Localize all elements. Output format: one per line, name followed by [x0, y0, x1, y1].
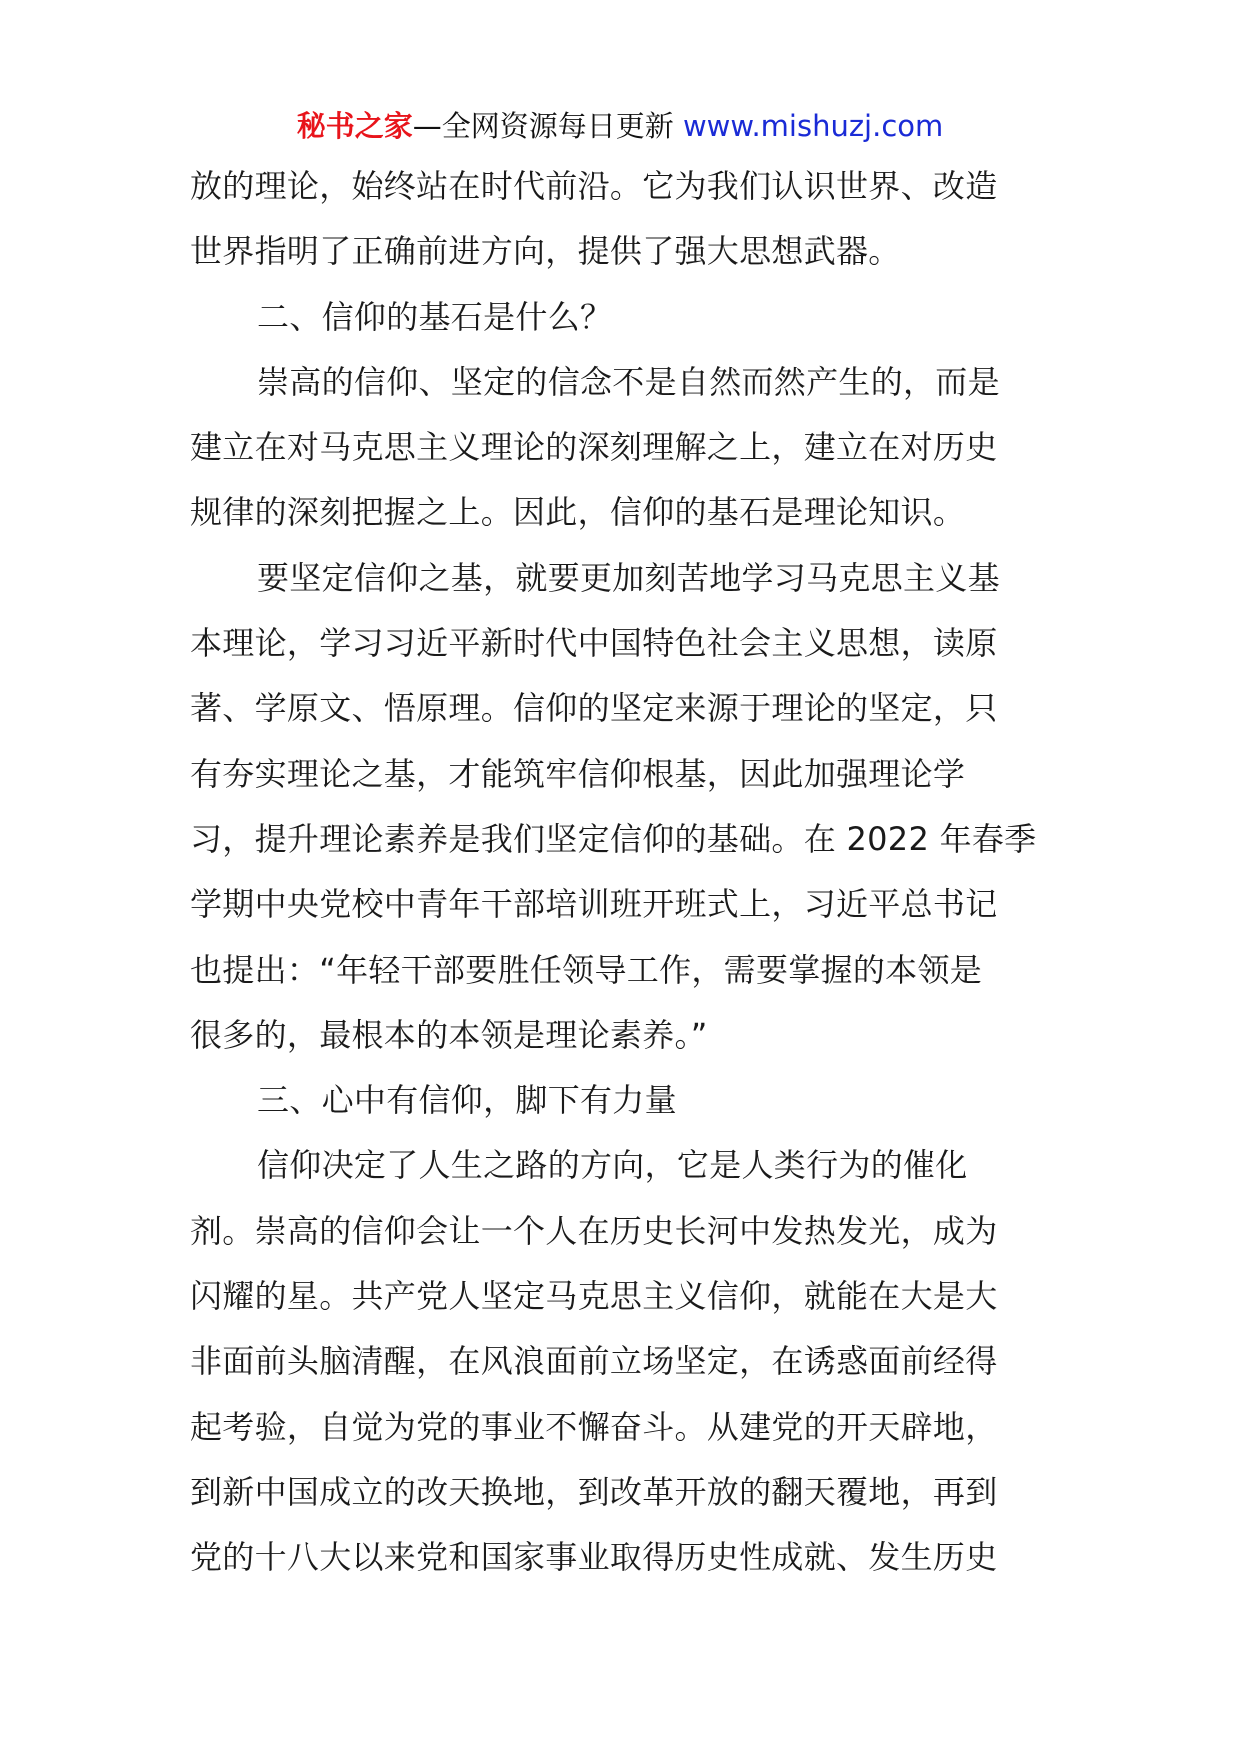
text-line: 起考验，自觉为党的事业不懈奋斗。从建党的开天辟地，: [190, 1407, 998, 1446]
text-line: 闪耀的星。共产党人坚定马克思主义信仰，就能在大是大: [190, 1277, 998, 1316]
text-line: 信仰决定了人生之路的方向，它是人类行为的催化: [257, 1146, 968, 1185]
text-line: 也提出：“年轻干部要胜任领导工作，需要掌握的本领是: [190, 950, 983, 989]
site-tagline: —全网资源每日更新: [412, 109, 683, 143]
text-line: 非面前头脑清醒，在风浪面前立场坚定，在诱惑面前经得: [190, 1342, 998, 1381]
text-line: 放的理论，始终站在时代前沿。它为我们认识世界、改造: [190, 167, 998, 205]
text-line: 党的十八大以来党和国家事业取得历史性成就、发生历史: [190, 1538, 998, 1577]
text-line: 剂。崇高的信仰会让一个人在历史长河中发热发光，成为: [190, 1211, 998, 1250]
text-line: 著、学原文、悟原理。信仰的坚定来源于理论的坚定，只: [190, 689, 998, 728]
text-line: 世界指明了正确前进方向，提供了强大思想武器。: [190, 232, 901, 271]
text-line: 有夯实理论之基，才能筑牢信仰根基，因此加强理论学: [190, 754, 966, 793]
text-line: 本理论，学习习近平新时代中国特色社会主义思想，读原: [190, 624, 998, 663]
text-line: 规律的深刻把握之上。因此，信仰的基石是理论知识。: [190, 493, 966, 532]
text-line: 到新中国成立的改天换地，到改革开放的翻天覆地，再到: [190, 1472, 998, 1511]
text-line: 崇高的信仰、坚定的信念不是自然而然产生的，而是: [257, 362, 1000, 401]
text-line: 习，提升理论素养是我们坚定信仰的基础。在 2022 年春季: [190, 819, 1037, 858]
text-line: 学期中央党校中青年干部培训班开班式上，习近平总书记: [190, 885, 998, 924]
document-body: [190, 163, 1056, 1600]
text-line: 建立在对马克思主义理论的深刻理解之上，建立在对历史: [190, 428, 998, 467]
text-line: 要坚定信仰之基，就要更加刻苦地学习马克思主义基: [257, 558, 1000, 597]
text-line: 很多的，最根本的本领是理论素养。”: [190, 1015, 708, 1054]
section-heading: 二、信仰的基石是什么？: [257, 297, 613, 336]
brand-name: 秘书之家: [296, 109, 413, 143]
site-header: [0, 104, 1240, 148]
section-heading: 三、心中有信仰，脚下有力量: [257, 1081, 677, 1120]
site-url-link[interactable]: www.mishuzj.com: [682, 109, 944, 143]
